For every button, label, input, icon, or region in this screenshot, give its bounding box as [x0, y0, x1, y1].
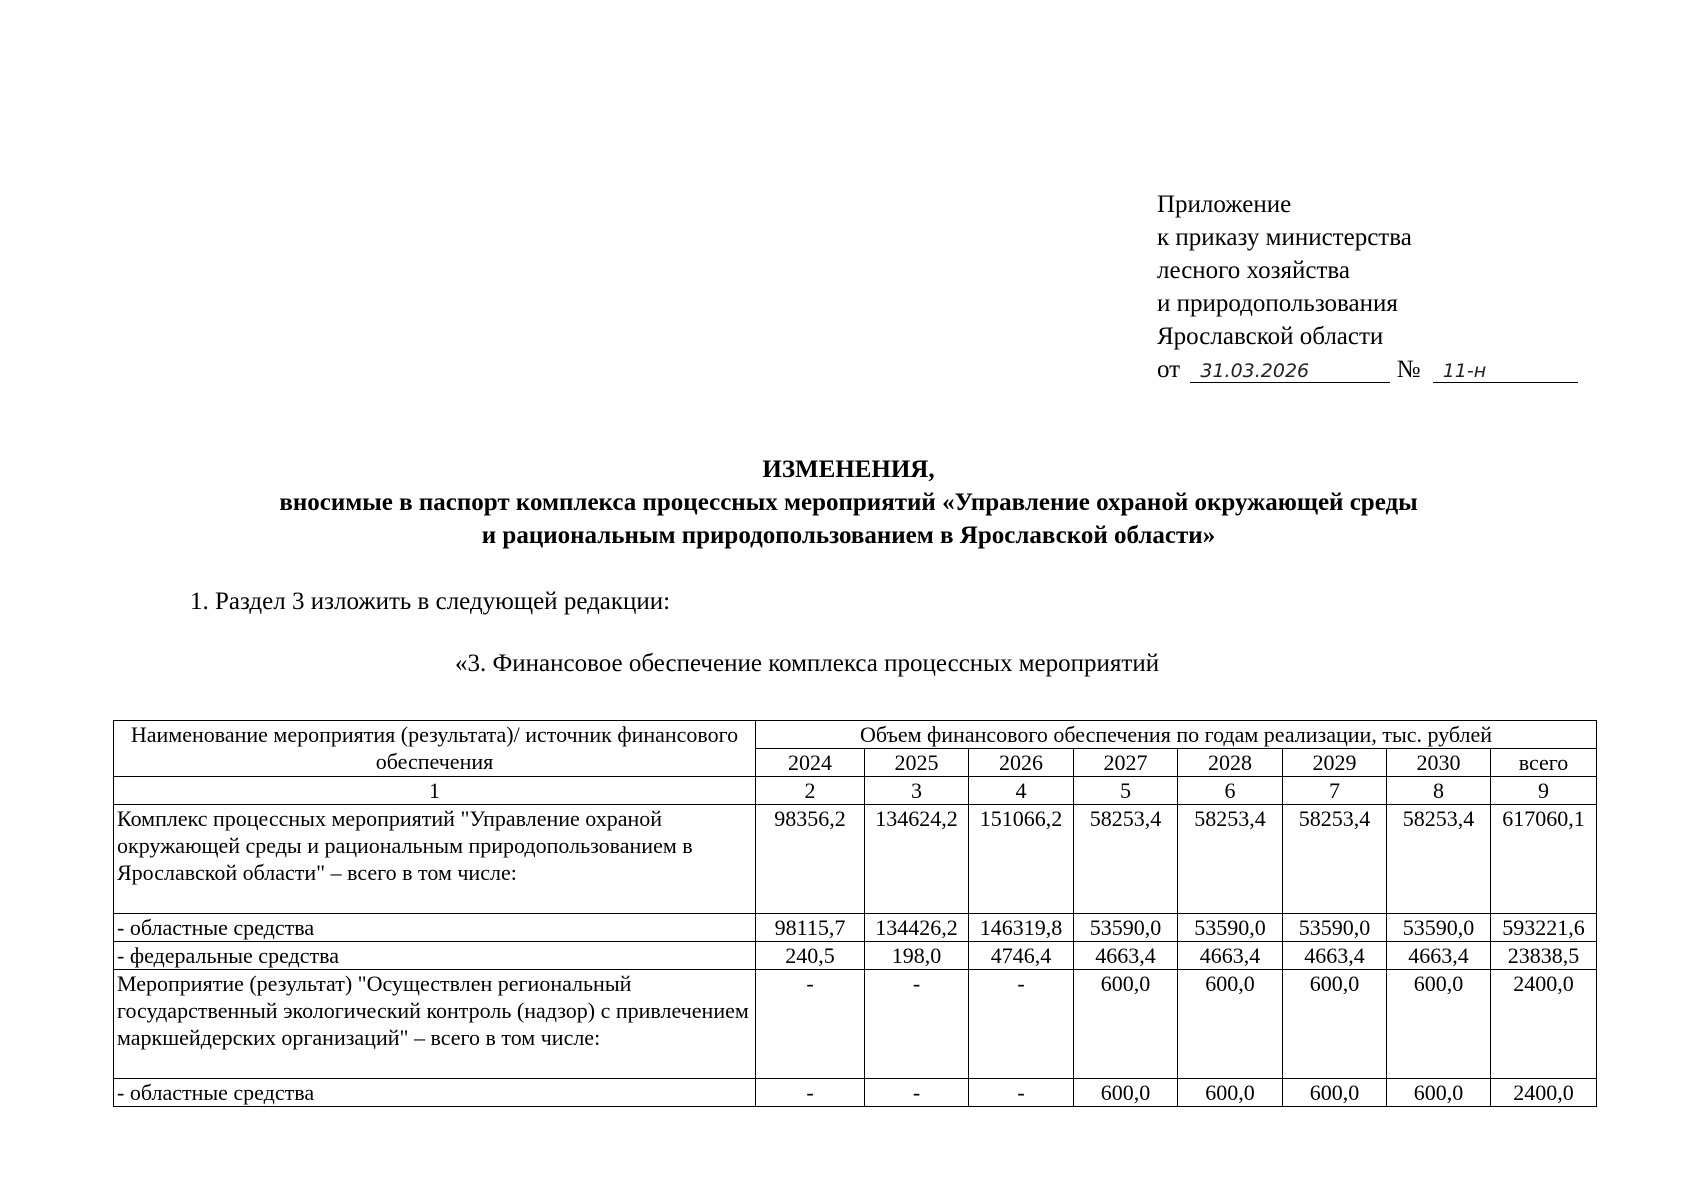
column-number-cell: 5 — [1074, 777, 1178, 805]
value-cell: - — [865, 1079, 969, 1107]
column-number-cell: 7 — [1283, 777, 1387, 805]
year-cell: 2025 — [865, 749, 969, 777]
header-volume-cell: Объем финансового обеспечения по годам реализации, тыс. рублей — [756, 721, 1597, 749]
table-row — [114, 970, 1597, 1079]
row-name-cell: Комплекс процессных мероприятий "Управление охраной окружающей среды и рациональным природопользованием в Ярославской области" – всего в том числе: — [114, 805, 756, 914]
table-row — [114, 914, 1597, 942]
header-name-cell: Наименование мероприятия (результата)/ источник финансового обеспечения — [114, 721, 756, 777]
value-cell: 600,0 — [1074, 970, 1178, 1079]
value-cell: 600,0 — [1178, 1079, 1283, 1107]
value-cell: 58253,4 — [1387, 805, 1491, 914]
column-number-cell: 1 — [114, 777, 756, 805]
value-cell: - — [969, 970, 1074, 1079]
order-number-handwritten: 11-н — [1433, 360, 1578, 383]
value-cell: 134426,2 — [865, 914, 969, 942]
document-title — [0, 453, 1697, 552]
value-cell: 58253,4 — [1283, 805, 1387, 914]
value-cell: 600,0 — [1387, 1079, 1491, 1107]
appendix-line: Приложение — [1157, 191, 1292, 218]
title-line-1: ИЗМЕНЕНИЯ, — [762, 456, 935, 483]
column-number-cell: 8 — [1387, 777, 1491, 805]
value-cell: 2400,0 — [1491, 970, 1597, 1079]
year-cell: 2028 — [1178, 749, 1283, 777]
value-cell: 4663,4 — [1178, 942, 1283, 970]
column-number-cell: 4 — [969, 777, 1074, 805]
appendix-line: лесного хозяйства — [1157, 257, 1350, 284]
table-row — [114, 1079, 1597, 1107]
column-number-cell: 6 — [1178, 777, 1283, 805]
value-cell: 146319,8 — [969, 914, 1074, 942]
value-cell: 53590,0 — [1074, 914, 1178, 942]
value-cell: 151066,2 — [969, 805, 1074, 914]
value-cell: 53590,0 — [1283, 914, 1387, 942]
value-cell: 134624,2 — [865, 805, 969, 914]
value-cell: 98115,7 — [756, 914, 865, 942]
value-cell: 58253,4 — [1178, 805, 1283, 914]
appendix-line: к приказу министерства — [1157, 224, 1412, 251]
point-text: 1. Раздел 3 изложить в следующей редакции: — [190, 588, 671, 615]
column-number-cell: 3 — [865, 777, 969, 805]
value-cell: 23838,5 — [1491, 942, 1597, 970]
value-cell: 58253,4 — [1074, 805, 1178, 914]
year-cell: 2026 — [969, 749, 1074, 777]
column-number-row — [114, 777, 1597, 805]
value-cell: 600,0 — [1283, 970, 1387, 1079]
year-cell: 2030 — [1387, 749, 1491, 777]
year-cell: 2024 — [756, 749, 865, 777]
value-cell: 4663,4 — [1074, 942, 1178, 970]
value-cell: 53590,0 — [1178, 914, 1283, 942]
date-prefix: от — [1157, 356, 1181, 383]
number-prefix: № — [1396, 356, 1421, 383]
value-cell: - — [756, 1079, 865, 1107]
row-name-cell: Мероприятие (результат) "Осуществлен региональный государственный экологический контроль (надзор) с привлечением маркшейдерских организаций" – всего в том числе: — [114, 970, 756, 1079]
value-cell: 4746,4 — [969, 942, 1074, 970]
table-row — [114, 942, 1597, 970]
appendix-line: и природопользования — [1157, 290, 1398, 317]
table-row — [114, 805, 1597, 914]
title-line-3: и рациональным природопользованием в Ярославской области» — [481, 522, 1216, 549]
value-cell: 240,5 — [756, 942, 865, 970]
year-cell: 2029 — [1283, 749, 1387, 777]
title-line-2: вносимые в паспорт комплекса процессных мероприятий «Управление охраной окружающей среды — [279, 489, 1418, 516]
value-cell: 600,0 — [1178, 970, 1283, 1079]
value-cell: 600,0 — [1283, 1079, 1387, 1107]
value-cell: - — [969, 1079, 1074, 1107]
row-name-cell: - областные средства — [114, 1079, 756, 1107]
year-cell: 2027 — [1074, 749, 1178, 777]
value-cell: 600,0 — [1387, 970, 1491, 1079]
order-date-number-line — [1157, 353, 1578, 386]
appendix-line: Ярославской области — [1157, 323, 1384, 350]
row-name-cell: - областные средства — [114, 914, 756, 942]
value-cell: 617060,1 — [1491, 805, 1597, 914]
column-number-cell: 9 — [1491, 777, 1597, 805]
value-cell: 2400,0 — [1491, 1079, 1597, 1107]
value-cell: - — [865, 970, 969, 1079]
value-cell: 198,0 — [865, 942, 969, 970]
row-name-cell: - федеральные средства — [114, 942, 756, 970]
value-cell: - — [756, 970, 865, 1079]
column-number-cell: 2 — [756, 777, 865, 805]
value-cell: 53590,0 — [1387, 914, 1491, 942]
order-date-handwritten: 31.03.2026 — [1190, 360, 1390, 383]
value-cell: 600,0 — [1074, 1079, 1178, 1107]
header-row-1 — [114, 721, 1597, 749]
year-cell: всего — [1491, 749, 1597, 777]
financing-table — [113, 720, 1597, 1107]
value-cell: 593221,6 — [1491, 914, 1597, 942]
value-cell: 98356,2 — [756, 805, 865, 914]
value-cell: 4663,4 — [1387, 942, 1491, 970]
value-cell: 4663,4 — [1283, 942, 1387, 970]
section-title: «3. Финансовое обеспечение комплекса процессных мероприятий — [455, 650, 1160, 677]
appendix-block — [1157, 188, 1578, 386]
